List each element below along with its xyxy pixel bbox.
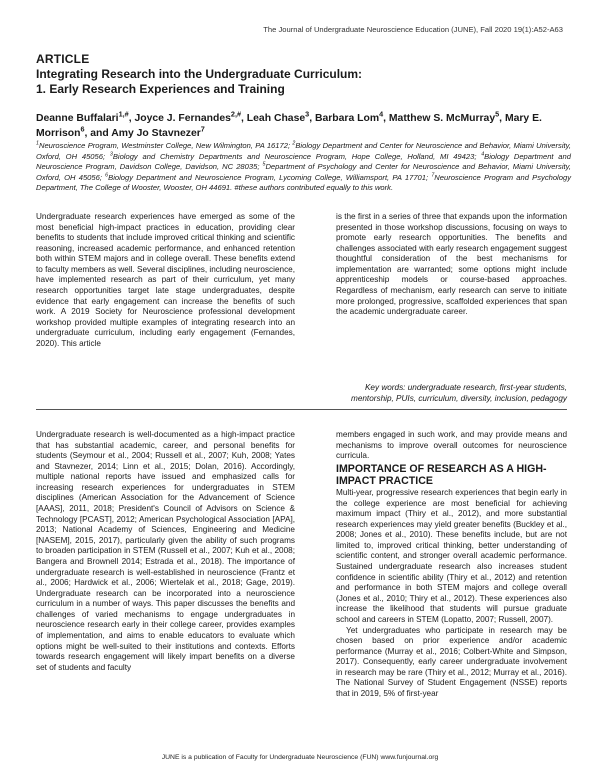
- body-left-column: Undergraduate research is well-documented as a high-impact practice that has substantial academic, career, and personal benefits for students (Seymour et al., 2004; Russell et al., 2007; Kuh, 2008; Yates and Stavnezer, 2014; Linn et al., 2015; Dolan, 2016). Accordingly, multiple national reports have issued and emphasized calls for increasing research experiences for undergraduates in STEM disciplines (American Association for the Advancement of Science [AAAS], 2011, 2018; President's Council of Advisors on Science & Technology [PCAST], 2012; American Psychological Association [APA], 2013; National Academy of Sciences, Engineering and Medicine [NASEM], 2015, 2017), particularly given the ability of such programs to broaden participation in STEM (Russell et al., 2007; Kuh et al., 2008; Bangera and Brownell 2014; Estrada et al., 2018). The importance of undergraduate research is well-established in neuroscience (Frantz et al., 2006; Hardwick et al., 2006; Wiertelak et al., 2018; Gage, 2019). Undergraduate research can be incorporated into a neuroscience curriculum in a number of ways. This paper discusses the benefits and challenges of varied mechanisms to engage undergraduates in neuroscience research early in their college career, provides examples of implementation, and aims to enable educators to evaluate which options might be well-suited to their institutions and contexts. Efforts towards research engagement will likely impart benefits on a diverse set of students and faculty: [36, 430, 295, 672]
- abstract-left-column: Undergraduate research experiences have emerged as some of the most beneficial high-impact practices in education, providing clear benefits to students that include improved critical thinking and scientific reasoning, increased academic performance, and enhanced retention both within STEM majors and in college overall. These benefits extend to faculty members as well. Several disciplines, including neuroscience, have implemented research as part of their curriculum, yet many research opportunities target late stage undergraduates, despite evidence that early engagement can increase the benefits of such work. A 2019 Society for Neuroscience professional development workshop provided multiple examples of integrating research into an undergraduate curriculum, including early engagement (Fernandes, 2020). This article: [36, 212, 295, 348]
- abstract-divider: [36, 409, 567, 410]
- abstract-right-column: is the first in a series of three that expands upon the information presented in those workshop discussions, focusing on ways to promote early research opportunities. The benefits and challenges associated with early research engagement suggest thoughtful consideration of the best mechanisms for implementation are warranted; some options might include apprenticeship models or course-based approaches. Regardless of mechanism, early research can serve to initiate more prolonged, progressive, scaffolded experiences that span the academic undergraduate career.: [336, 212, 567, 317]
- title-line-2: 1. Early Research Experiences and Training: [36, 82, 285, 96]
- body-paragraph-2: Yet undergraduates who participate in research may be chosen based on prior experience and/or academic performance (Murray et al., 2016; Colbert-White and Simpson, 2017). Consequently, early career undergraduate involvement in research may be rare (Thiry et al., 2012; Murray et al., 2016). The National Survey of Student Engagement (NSSE) reports that in 2019, 5% of first-year: [336, 625, 567, 698]
- running-head: The Journal of Undergraduate Neuroscience Education (JUNE), Fall 2020 19(1):A52-A63: [263, 25, 563, 34]
- body-right-intro: members engaged in such work, and may provide means and mechanisms to improve overall outcomes for neuroscience curricula.: [336, 430, 567, 461]
- section-heading: IMPORTANCE OF RESEARCH AS A HIGH-IMPACT PRACTICE: [336, 463, 547, 487]
- body-paragraph-1: Multi-year, progressive research experiences that begin early in the college experience are most beneficial for achieving maximum impact (Thiry et al., 2012), and more substantial research experiences may yield greater benefits (Buckley et al., 2008; Jones et al., 2010). These benefits include, but are not limited to, improved critical thinking, better understanding of scientific content, and stronger overall academic performance. Sustained undergraduate research also increases student confidence in scientific ability (Thiry et al., 2012) and retention and performance in both STEM majors and college overall (Jones et al., 2010; Thiry et al., 2012). These experiences also increase the likelihood that students will pursue graduate school and careers in STEM (Lopatto, 2007; Russell, 2007).: [336, 488, 567, 624]
- abstract: [36, 212, 567, 402]
- article-title: [36, 67, 556, 97]
- body-right-column: [336, 488, 567, 700]
- author-list: Deanne Buffalari$^{1,\#}$, Joyce J. Fernandes$^{2,\#}$, Leah Chase$^3$, Barbara Lom$^4$, Matthew S. McMurray$^5$, Mary E. Morrison$^6$, and Amy Jo Stavnezer$^7$: [36, 109, 542, 139]
- title-line-1: Integrating Research into the Undergraduate Curriculum:: [36, 67, 363, 81]
- affiliations: $^1$Neuroscience Program, Westminster College, New Wilmington, PA 16172; $^2$Biology Department and Center for Neuroscience and Behavior, Miami University, Oxford, OH 45056; $^3$Biology and Chemistry Departments and Neuroscience Program, Hope College, Holland, MI 49423; $^4$Biology Department and Neuroscience Program, Davidson College, Davidson, NC 28035; $^5$Department of Psychology and Center for Neuroscience and Behavior, Miami University, Oxford, OH 45056; $^6$Biology Department and Neuroscience Program, Lycoming College, Williamsport, PA 17701; $^7$Neuroscience Program and Psychology Department, The College of Wooster, Wooster, OH 44691. #these authors contributed equally to this work.: [36, 140, 571, 193]
- keywords: Key words: undergraduate research, first-year students, mentorship, PUIs, curriculum, diversity, inclusion, pedagogy: [351, 383, 567, 403]
- article-label: ARTICLE: [36, 52, 90, 66]
- page-footer: JUNE is a publication of Faculty for Undergraduate Neuroscience (FUN) www.funjournal.org: [161, 754, 439, 761]
